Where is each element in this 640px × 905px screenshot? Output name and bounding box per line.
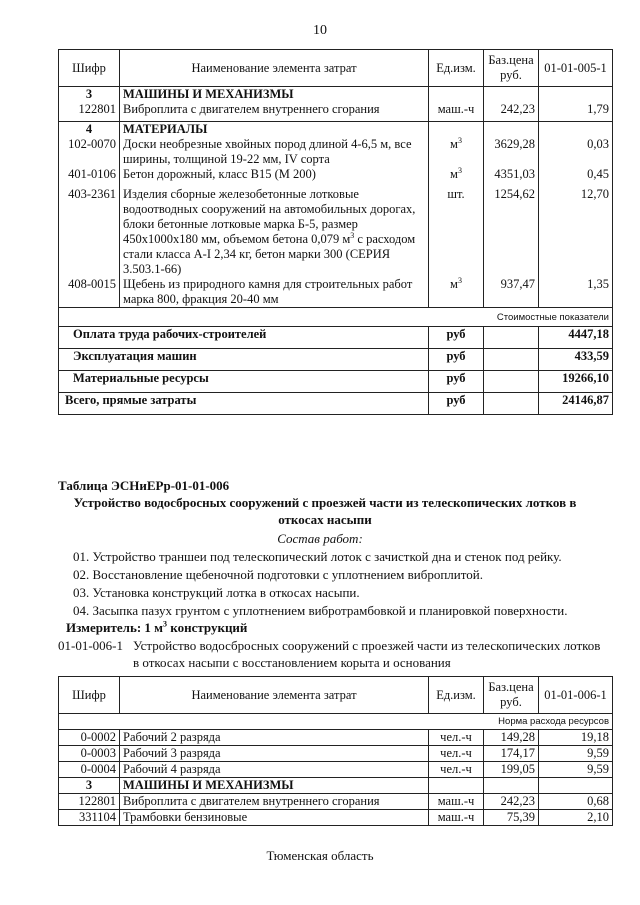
row-code: 0-0002 [59,730,120,746]
subheader-label: Стоимостные показатели [59,308,613,327]
row-name: Доски необрезные хвойных пород длиной 4-6,5 м, все ширины, толщиной 19-22 мм, IV сорта [120,137,429,167]
col-price-header: Баз.цена руб. [484,677,539,714]
row-norm: 1,79 [539,102,613,122]
summary-row [59,393,613,415]
row-norm: 0,03 [539,137,613,167]
work-list [73,548,613,620]
col-unit-header: Ед.изм. [429,50,484,87]
row-norm: 2,10 [539,810,613,826]
col-price-header: Баз.цена руб. [484,50,539,87]
row-price: 1254,62 [484,187,539,277]
col-code-header: Шифр [59,50,120,87]
row-unit: $м^3$ [429,137,484,167]
summary-unit: руб [429,371,484,393]
section-title: МАШИНЫ И МЕХАНИЗМЫ [120,778,429,794]
summary-row [59,371,613,393]
summary-unit: руб [429,393,484,415]
table-row [59,810,613,826]
table-row [59,746,613,762]
row-name: Бетон дорожный, класс В15 (М 200) [120,167,429,187]
row-name: Рабочий 3 разряда [120,746,429,762]
page-number: 10 [313,23,327,38]
summary-value: 433,59 [539,349,613,371]
resource-table-2 [58,676,613,826]
row-price: 149,28 [484,730,539,746]
row-unit: маш.-ч [429,794,484,810]
row-unit: чел.-ч [429,762,484,778]
row-code: 403-2361 [59,187,120,277]
summary-unit: руб [429,327,484,349]
row-name: Рабочий 2 разряда [120,730,429,746]
summary-row [59,349,613,371]
row-name: Виброплита с двигателем внутреннего сгорания [120,102,429,122]
row-code: 122801 [59,794,120,810]
table-row [59,730,613,746]
summary-value: 4447,18 [539,327,613,349]
section-number: 4 [59,122,120,138]
table-row [59,137,613,167]
section-title: МАШИНЫ И МЕХАНИЗМЫ [120,87,429,103]
row-name: Изделия сборные железобетонные лотковые водоотводных сооружений на автомобильных дорогах, блоки бетонные лотковые марка Б-5, размер 450х1000х180 мм, объемом бетона 0,079 $м^3$ с расходом стали класса А-I 2,34 кг, бетон марки 300 (СЕРИЯ 3.503.1-66) [120,187,429,277]
row-code: 401-0106 [59,167,120,187]
row-unit: маш.-ч [429,810,484,826]
row-price: 75,39 [484,810,539,826]
row-name: Трамбовки бензиновые [120,810,429,826]
work-item: 04. Засыпка пазух грунтом с уплотнением вибротрамбовкой и планировкой поверхности. [73,603,568,618]
footer-region: Тюменская область [266,848,374,863]
subheader-row [59,308,613,327]
table-header-row [59,677,613,714]
work-item: 02. Восстановление щебеночной подготовки с уплотнением виброплитой. [73,567,483,582]
col-name-header: Наименование элемента затрат [120,50,429,87]
summary-label: Материальные ресурсы [59,371,429,393]
row-price: 242,23 [484,102,539,122]
col-code-header: Шифр [59,677,120,714]
resource-table-1 [58,49,613,415]
row-unit: маш.-ч [429,102,484,122]
meter-line: Измеритель: 1 $м^3$ конструкций [66,619,248,635]
table-row [59,277,613,308]
section-row [59,122,613,138]
row-price: 199,05 [484,762,539,778]
row-code: 331104 [59,810,120,826]
subheader-label: Норма расхода ресурсов [59,714,613,730]
row-price: 937,47 [484,277,539,308]
item-code: 01-01-006-1 [58,638,123,653]
row-name: Виброплита с двигателем внутреннего сгорания [120,794,429,810]
row-code: 0-0004 [59,762,120,778]
row-code: 408-0015 [59,277,120,308]
summary-unit: руб [429,349,484,371]
row-unit: $м^3$ [429,167,484,187]
row-code: 0-0003 [59,746,120,762]
work-item: 01. Устройство траншеи под телескопический лоток с зачисткой дна и стенок под рейку. [73,549,562,564]
row-unit: шт. [429,187,484,277]
row-norm: 0,45 [539,167,613,187]
col-unit-header: Ед.изм. [429,677,484,714]
col-norm-header: 01-01-006-1 [539,677,613,714]
section-title: МАТЕРИАЛЫ [120,122,429,138]
row-norm: 1,35 [539,277,613,308]
work-composition-label: Состав работ: [277,531,363,546]
row-unit: чел.-ч [429,746,484,762]
row-price: 174,17 [484,746,539,762]
table-row [59,762,613,778]
section-number: 3 [59,87,120,103]
row-unit: чел.-ч [429,730,484,746]
summary-row [59,327,613,349]
item-text: Устройство водосбросных сооружений с проезжей части из телескопических лотков в откосах насыпи с восстановлением корыта и основания [133,638,601,670]
section-row [59,87,613,103]
summary-label: Эксплуатация машин [59,349,429,371]
table-row [59,187,613,277]
section-row [59,778,613,794]
table-title: Таблица ЭСНиЕРр-01-01-006 [58,478,230,493]
row-norm: 9,59 [539,746,613,762]
work-item: 03. Установка конструкций лотка в откосах насыпи. [73,585,360,600]
table-row [59,167,613,187]
row-norm: 9,59 [539,762,613,778]
row-name: Щебень из природного камня для строительных работ марка 800, фракция 20-40 мм [120,277,429,308]
table-row [59,794,613,810]
subheader-row [59,714,613,730]
table-header-row [59,50,613,87]
row-code: 102-0070 [59,137,120,167]
row-price: 3629,28 [484,137,539,167]
summary-label: Всего, прямые затраты [59,393,429,415]
row-price: 242,23 [484,794,539,810]
row-name: Рабочий 4 разряда [120,762,429,778]
summary-value: 24146,87 [539,393,613,415]
section-number: 3 [59,778,120,794]
table-heading: Устройство водосбросных сооружений с проезжей части из телескопических лотков в откосах насыпи [73,495,577,527]
row-norm: 0,68 [539,794,613,810]
summary-label: Оплата труда рабочих-строителей [59,327,429,349]
col-norm-header: 01-01-005-1 [539,50,613,87]
row-norm: 12,70 [539,187,613,277]
row-norm: 19,18 [539,730,613,746]
table-row [59,102,613,122]
row-code: 122801 [59,102,120,122]
summary-value: 19266,10 [539,371,613,393]
row-unit: $м^3$ [429,277,484,308]
col-name-header: Наименование элемента затрат [120,677,429,714]
row-price: 4351,03 [484,167,539,187]
